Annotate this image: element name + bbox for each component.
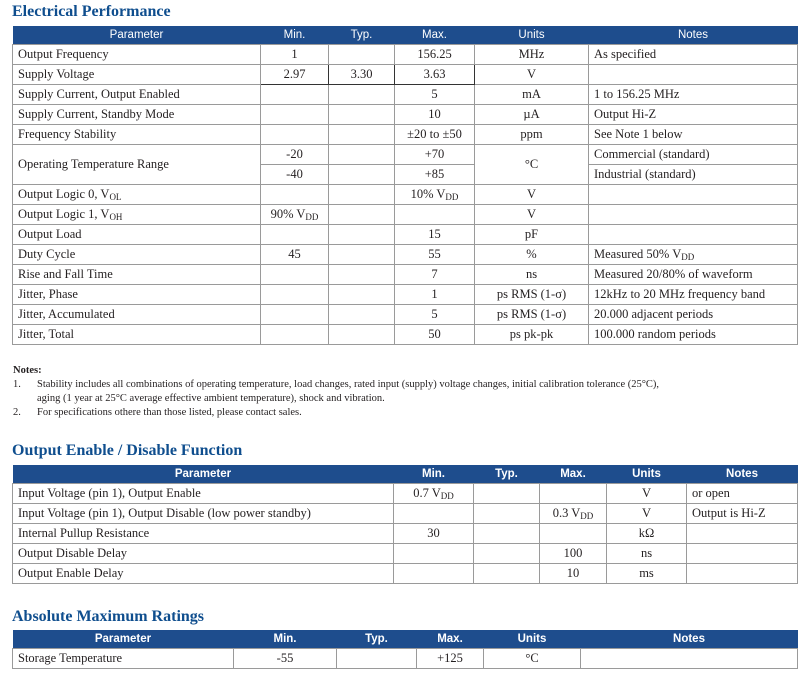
typ-cell: 3.30 — [329, 65, 395, 85]
header-notes: Notes — [687, 465, 798, 484]
notes-cell — [589, 245, 798, 265]
max-subscript: DD — [445, 192, 459, 202]
table-row — [13, 125, 798, 145]
max-cell — [540, 504, 607, 524]
table-row — [13, 504, 798, 524]
max-cell: 1 — [395, 285, 475, 305]
notes-block — [13, 364, 793, 420]
notes-cell: Output Hi-Z — [589, 105, 798, 125]
notes-cell — [687, 564, 798, 584]
header-units: Units — [475, 26, 589, 45]
notes-cell — [581, 649, 798, 669]
min-cell — [261, 85, 329, 105]
absolute-maximum-table — [12, 630, 798, 669]
table-row — [13, 45, 798, 65]
notes-cell: Output is Hi-Z — [687, 504, 798, 524]
max-cell: 3.63 — [395, 65, 475, 85]
max-cell: 10 — [540, 564, 607, 584]
absolute-maximum-ratings-title: Absolute Maximum Ratings — [12, 608, 205, 625]
min-cell — [394, 504, 474, 524]
note-item — [13, 406, 793, 420]
table-row — [13, 245, 798, 265]
units-cell: V — [475, 65, 589, 85]
min-cell — [261, 285, 329, 305]
header-typ: Typ. — [474, 465, 540, 484]
output-enable-title: Output Enable / Disable Function — [12, 442, 243, 459]
table-row — [13, 65, 798, 85]
notes-cell: 12kHz to 20 MHz frequency band — [589, 285, 798, 305]
param-cell: Output Frequency — [13, 45, 261, 65]
typ-cell — [474, 564, 540, 584]
table-row — [13, 225, 798, 245]
min-cell: 2.97 — [261, 65, 329, 85]
min-text: 0.7 V — [413, 486, 441, 500]
units-cell: V — [475, 205, 589, 225]
table-row — [13, 285, 798, 305]
param-cell: Supply Voltage — [13, 65, 261, 85]
min-cell — [261, 205, 329, 225]
note-number: 1. — [13, 379, 21, 390]
max-cell — [540, 484, 607, 504]
units-cell: mA — [475, 85, 589, 105]
notes-cell: 100.000 random periods — [589, 325, 798, 345]
param-text: Output Logic 1, V — [18, 207, 110, 221]
min-cell: -55 — [234, 649, 337, 669]
electrical-performance-title: Electrical Performance — [12, 3, 171, 20]
min-subscript: DD — [440, 491, 454, 501]
max-cell: 50 — [395, 325, 475, 345]
param-cell: Supply Current, Output Enabled — [13, 85, 261, 105]
units-cell: ns — [475, 265, 589, 285]
typ-cell — [329, 325, 395, 345]
max-cell — [540, 524, 607, 544]
header-max: Max. — [417, 630, 484, 649]
param-cell: Jitter, Total — [13, 325, 261, 345]
header-parameter: Parameter — [13, 630, 234, 649]
header-typ: Typ. — [337, 630, 417, 649]
min-cell — [261, 125, 329, 145]
notes-cell — [589, 225, 798, 245]
max-cell: +125 — [417, 649, 484, 669]
units-cell: MHz — [475, 45, 589, 65]
typ-cell — [474, 544, 540, 564]
output-enable-table — [12, 465, 798, 584]
header-parameter: Parameter — [13, 26, 261, 45]
table-row — [13, 85, 798, 105]
min-cell: 30 — [394, 524, 474, 544]
notes-cell: Measured 20/80% of waveform — [589, 265, 798, 285]
table-row — [13, 205, 798, 225]
param-cell: Jitter, Accumulated — [13, 305, 261, 325]
notes-cell: See Note 1 below — [589, 125, 798, 145]
typ-cell — [329, 85, 395, 105]
units-cell: % — [475, 245, 589, 265]
max-cell: +85 — [395, 165, 475, 185]
table-row — [13, 649, 798, 669]
typ-cell — [329, 265, 395, 285]
param-cell: Input Voltage (pin 1), Output Disable (low power standby) — [13, 504, 394, 524]
header-min: Min. — [394, 465, 474, 484]
typ-cell — [329, 205, 395, 225]
param-cell: Output Load — [13, 225, 261, 245]
max-cell: +70 — [395, 145, 475, 165]
min-subscript: DD — [305, 212, 319, 222]
table-header-row — [13, 26, 798, 45]
table-row — [13, 484, 798, 504]
note-item — [13, 378, 793, 406]
param-cell: Internal Pullup Resistance — [13, 524, 394, 544]
min-cell — [394, 484, 474, 504]
units-cell: °C — [484, 649, 581, 669]
min-cell — [261, 105, 329, 125]
table-row — [13, 564, 798, 584]
note-number: 2. — [13, 407, 21, 418]
units-cell: °C — [475, 145, 589, 185]
table-row — [13, 524, 798, 544]
min-cell — [261, 305, 329, 325]
typ-cell — [329, 105, 395, 125]
typ-cell — [474, 504, 540, 524]
units-cell: V — [607, 504, 687, 524]
electrical-performance-table — [12, 26, 798, 345]
notes-cell — [589, 185, 798, 205]
units-cell: ns — [607, 544, 687, 564]
units-cell: ms — [607, 564, 687, 584]
min-cell: -40 — [261, 165, 329, 185]
typ-cell — [329, 225, 395, 245]
units-cell: µA — [475, 105, 589, 125]
table-row — [13, 105, 798, 125]
param-subscript: OL — [109, 192, 122, 202]
min-cell — [261, 325, 329, 345]
units-cell: pF — [475, 225, 589, 245]
notes-cell: As specified — [589, 45, 798, 65]
min-cell — [394, 564, 474, 584]
header-typ: Typ. — [329, 26, 395, 45]
param-cell: Jitter, Phase — [13, 285, 261, 305]
units-cell: ps pk-pk — [475, 325, 589, 345]
min-cell — [261, 265, 329, 285]
typ-cell — [329, 245, 395, 265]
typ-cell — [329, 185, 395, 205]
notes-cell: 1 to 156.25 MHz — [589, 85, 798, 105]
note-line: For specifications othere than those listed, please contact sales. — [37, 407, 302, 418]
header-max: Max. — [395, 26, 475, 45]
header-min: Min. — [234, 630, 337, 649]
units-cell: V — [607, 484, 687, 504]
table-header-row — [13, 465, 798, 484]
table-row — [13, 325, 798, 345]
header-max: Max. — [540, 465, 607, 484]
header-units: Units — [607, 465, 687, 484]
min-cell: 45 — [261, 245, 329, 265]
typ-cell — [329, 305, 395, 325]
param-cell — [13, 185, 261, 205]
header-units: Units — [484, 630, 581, 649]
max-cell — [395, 185, 475, 205]
max-cell: 10 — [395, 105, 475, 125]
typ-cell — [337, 649, 417, 669]
max-cell: 5 — [395, 85, 475, 105]
max-cell: 100 — [540, 544, 607, 564]
header-notes: Notes — [589, 26, 798, 45]
typ-cell — [474, 524, 540, 544]
max-text: 0.3 V — [552, 506, 581, 520]
notes-cell — [687, 544, 798, 564]
min-cell — [394, 544, 474, 564]
param-cell: Input Voltage (pin 1), Output Enable — [13, 484, 394, 504]
typ-cell — [329, 145, 395, 165]
table-header-row — [13, 630, 798, 649]
max-subscript: DD — [580, 511, 594, 521]
table-row — [13, 305, 798, 325]
notes-cell: 20.000 adjacent periods — [589, 305, 798, 325]
units-cell: ps RMS (1-σ) — [475, 285, 589, 305]
param-cell: Duty Cycle — [13, 245, 261, 265]
notes-cell — [687, 524, 798, 544]
units-cell: ppm — [475, 125, 589, 145]
min-cell — [261, 185, 329, 205]
header-notes: Notes — [581, 630, 798, 649]
units-cell: V — [475, 185, 589, 205]
min-text: 90% V — [270, 207, 306, 221]
max-cell: 15 — [395, 225, 475, 245]
param-cell: Supply Current, Standby Mode — [13, 105, 261, 125]
param-subscript: OH — [109, 212, 123, 222]
param-cell: Operating Temperature Range — [13, 145, 261, 185]
param-cell: Rise and Fall Time — [13, 265, 261, 285]
table-row — [13, 544, 798, 564]
notes-heading: Notes: — [13, 365, 42, 376]
max-cell: ±20 to ±50 — [395, 125, 475, 145]
notes-cell: Commercial (standard) — [589, 145, 798, 165]
notes-cell — [589, 65, 798, 85]
min-cell: 1 — [261, 45, 329, 65]
notes-text: Measured 50% V — [594, 247, 682, 261]
max-text: 10% V — [410, 187, 446, 201]
table-row — [13, 185, 798, 205]
notes-subscript: DD — [681, 252, 695, 262]
notes-cell — [589, 205, 798, 225]
typ-cell — [329, 125, 395, 145]
units-cell: kΩ — [607, 524, 687, 544]
typ-cell — [329, 45, 395, 65]
param-text: Output Logic 0, V — [18, 187, 110, 201]
max-cell — [395, 205, 475, 225]
param-cell: Storage Temperature — [13, 649, 234, 669]
max-cell: 55 — [395, 245, 475, 265]
header-min: Min. — [261, 26, 329, 45]
header-parameter: Parameter — [13, 465, 394, 484]
notes-cell: Industrial (standard) — [589, 165, 798, 185]
typ-cell — [329, 165, 395, 185]
notes-cell: or open — [687, 484, 798, 504]
note-line: Stability includes all combinations of operating temperature, load changes, rated input (supply) voltage changes, initial calibration tolerance (25°C), — [37, 379, 660, 390]
typ-cell — [329, 285, 395, 305]
min-cell: -20 — [261, 145, 329, 165]
param-cell: Output Disable Delay — [13, 544, 394, 564]
note-line: aging (1 year at 25°C average effective ambient temperature), shock and vibration. — [37, 393, 385, 404]
table-row — [13, 265, 798, 285]
min-cell — [261, 225, 329, 245]
typ-cell — [474, 484, 540, 504]
param-cell: Frequency Stability — [13, 125, 261, 145]
units-cell: ps RMS (1-σ) — [475, 305, 589, 325]
max-cell: 5 — [395, 305, 475, 325]
table-row — [13, 145, 798, 165]
max-cell: 156.25 — [395, 45, 475, 65]
param-cell: Output Enable Delay — [13, 564, 394, 584]
max-cell: 7 — [395, 265, 475, 285]
param-cell — [13, 205, 261, 225]
